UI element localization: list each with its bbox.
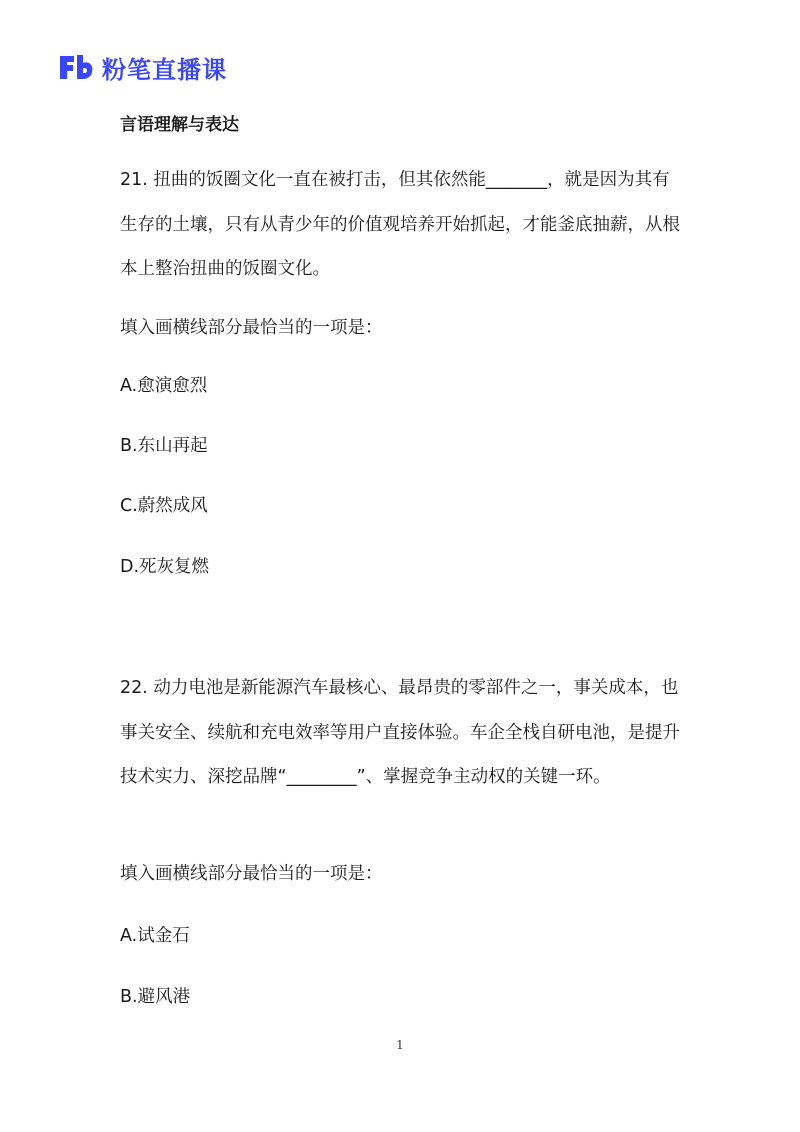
page-number: 1 [396,1038,404,1052]
brand-name: 粉笔直播课 [102,55,227,84]
fb-logo-icon [58,52,94,82]
question-22-option-b: B.避风港 [120,987,191,1007]
question-21-stem: 21. 扭曲的饭圈文化一直在被打击，但其依然能_______，就是因为其有生存的土壤，只有从青少年的价值观培养开始抓起，才能釜底抽薪，从根本上整治扭曲的饭圈文化。 [120,170,680,279]
question-21-option-b: B.东山再起 [120,436,208,456]
question-21-prompt: 填入画横线部分最恰当的一项是： [120,318,383,338]
question-22-prompt: 填入画横线部分最恰当的一项是： [120,864,383,884]
section-title: 言语理解与表达 [120,115,239,135]
question-22-stem: 22. 动力电池是新能源汽车最核心、最昂贵的零部件之一，事关成本，也事关安全、续航和充电效率等用户直接体验。车企全栈自研电池，是提升技术实力、深挖品牌“________”、掌握竞争主动权的关键一环。 [120,678,680,787]
question-21-option-d: D.死灰复燃 [120,557,210,577]
question-22-option-a: A.试金石 [120,926,190,946]
question-21-option-a: A.愈演愈烈 [120,376,208,396]
brand-logo [58,50,227,84]
question-21-option-c: C.蔚然成风 [120,496,208,516]
